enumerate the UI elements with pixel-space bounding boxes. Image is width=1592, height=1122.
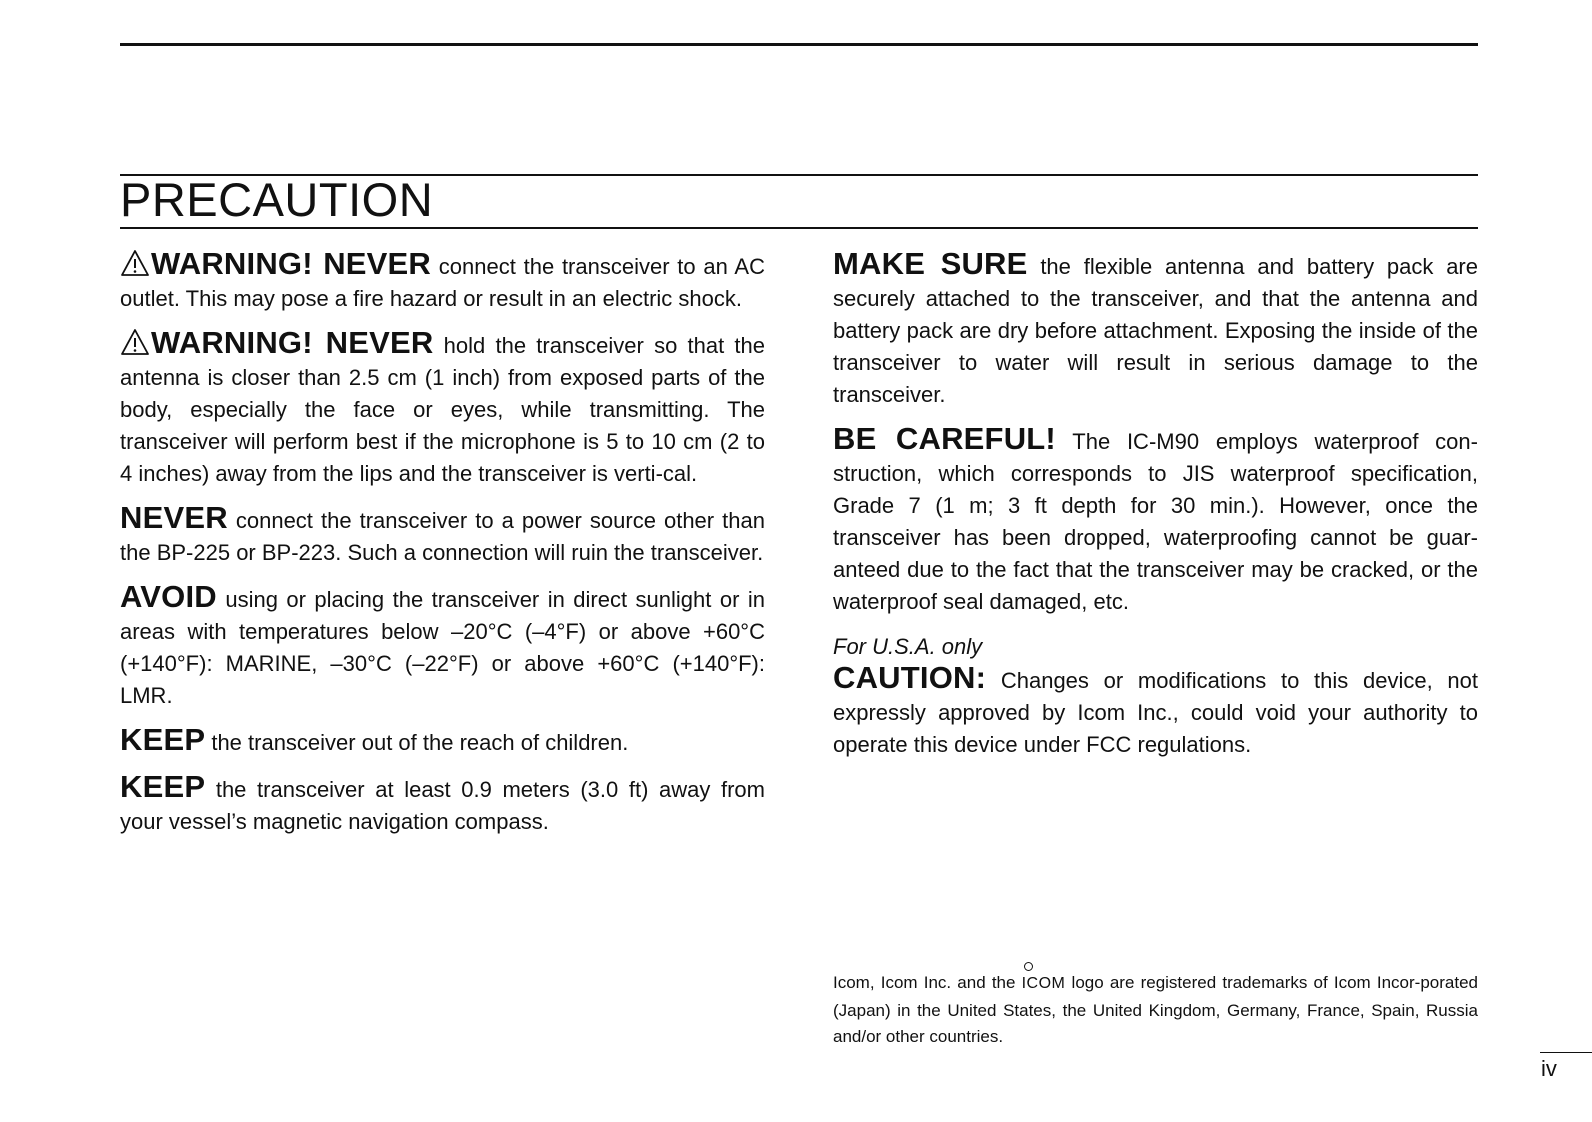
keyword: MAKE SURE (833, 246, 1028, 281)
precaution-paragraph (120, 724, 765, 759)
warning-triangle-icon (120, 333, 151, 358)
keyword: WARNING! NEVER (151, 325, 434, 360)
icom-logo (1022, 971, 1066, 998)
usa-only-note: For U.S.A. only (833, 634, 983, 659)
paragraph-text: The IC-M90 employs waterproof con-struction, which corresponds to JIS waterproof specification, Grade 7 (1 m; 3 ft depth for 30 min.). However, once the transceiver has been dropped, waterproofing cannot be guar-anteed due to the fact that the transceiver may be cracked, or the waterproof seal damaged, etc. (833, 429, 1478, 614)
caution-paragraph (833, 662, 1478, 761)
left-column (120, 248, 765, 850)
precaution-paragraph (120, 771, 765, 838)
paragraph-text: hold the transceiver so that the antenna is closer than 2.5 cm (1 inch) from exposed parts of the body, especially the face or eyes, while transmitting. The transceiver will perform best if the microphone is 5 to 10 cm (2 to 4 inches) away from the lips and the transceiver is verti-cal. (120, 333, 765, 486)
paragraph-text: connect the transceiver to a power source other than the BP-225 or BP-223. Such a connection will ruin the transceiver. (120, 508, 765, 565)
page-title: PRECAUTION (120, 173, 434, 226)
right-column (833, 248, 1478, 773)
keyword: CAUTION: (833, 660, 987, 695)
registered-mark-icon (1024, 962, 1033, 971)
paragraph-text: the flexible antenna and battery pack are securely attached to the transceiver, and that the antenna and battery pack are dry before attachment. Exposing the inside of the transceiver to water will result in serious damage to the transceiver. (833, 254, 1478, 407)
paragraph-text: Changes or modifications to this device, not expressly approved by Icom Inc., could void your authority to operate this device under FCC regulations. (833, 668, 1478, 757)
precaution-paragraph (120, 502, 765, 569)
trademark-text-end: logo are registered trademarks of Icom Incor-porated (Japan) in the United States, the United Kingdom, Germany, France, Spain, Russia and/or other countries. (833, 973, 1478, 1046)
trademark-notice (833, 970, 1478, 1051)
warning-triangle-icon (120, 254, 151, 279)
trademark-text-start: Icom, Icom Inc. and the (833, 973, 1022, 992)
keyword: AVOID (120, 579, 217, 614)
paragraph-text: connect the transceiver to an AC outlet. This may pose a fire hazard or result in an electric shock. (120, 254, 765, 311)
keyword: KEEP (120, 769, 206, 804)
page-number-rule (1540, 1052, 1592, 1053)
precaution-paragraph (833, 248, 1478, 411)
precaution-paragraph (120, 327, 765, 490)
title-rule-bottom (120, 227, 1478, 229)
icom-logo-text: ICOM (1021, 975, 1066, 992)
keyword: BE CAREFUL! (833, 421, 1056, 456)
keyword: NEVER (120, 500, 228, 535)
keyword: KEEP (120, 722, 206, 757)
precaution-paragraph (120, 581, 765, 712)
page-number: iv (1541, 1056, 1557, 1081)
precaution-paragraph (120, 248, 765, 315)
keyword: WARNING! NEVER (151, 246, 432, 281)
precaution-paragraph (833, 423, 1478, 618)
paragraph-text: using or placing the transceiver in direct sunlight or in areas with temperatures below –20°C (–4°F) or above +60°C (+140°F): MARINE, –30°C (–22°F) or above +60°C (+140°F): LMR. (120, 587, 765, 708)
paragraph-text: the transceiver out of the reach of children. (205, 730, 629, 755)
top-rule (120, 43, 1478, 46)
paragraph-text: the transceiver at least 0.9 meters (3.0 ft) away from your vessel’s magnetic navigation compass. (120, 777, 765, 834)
